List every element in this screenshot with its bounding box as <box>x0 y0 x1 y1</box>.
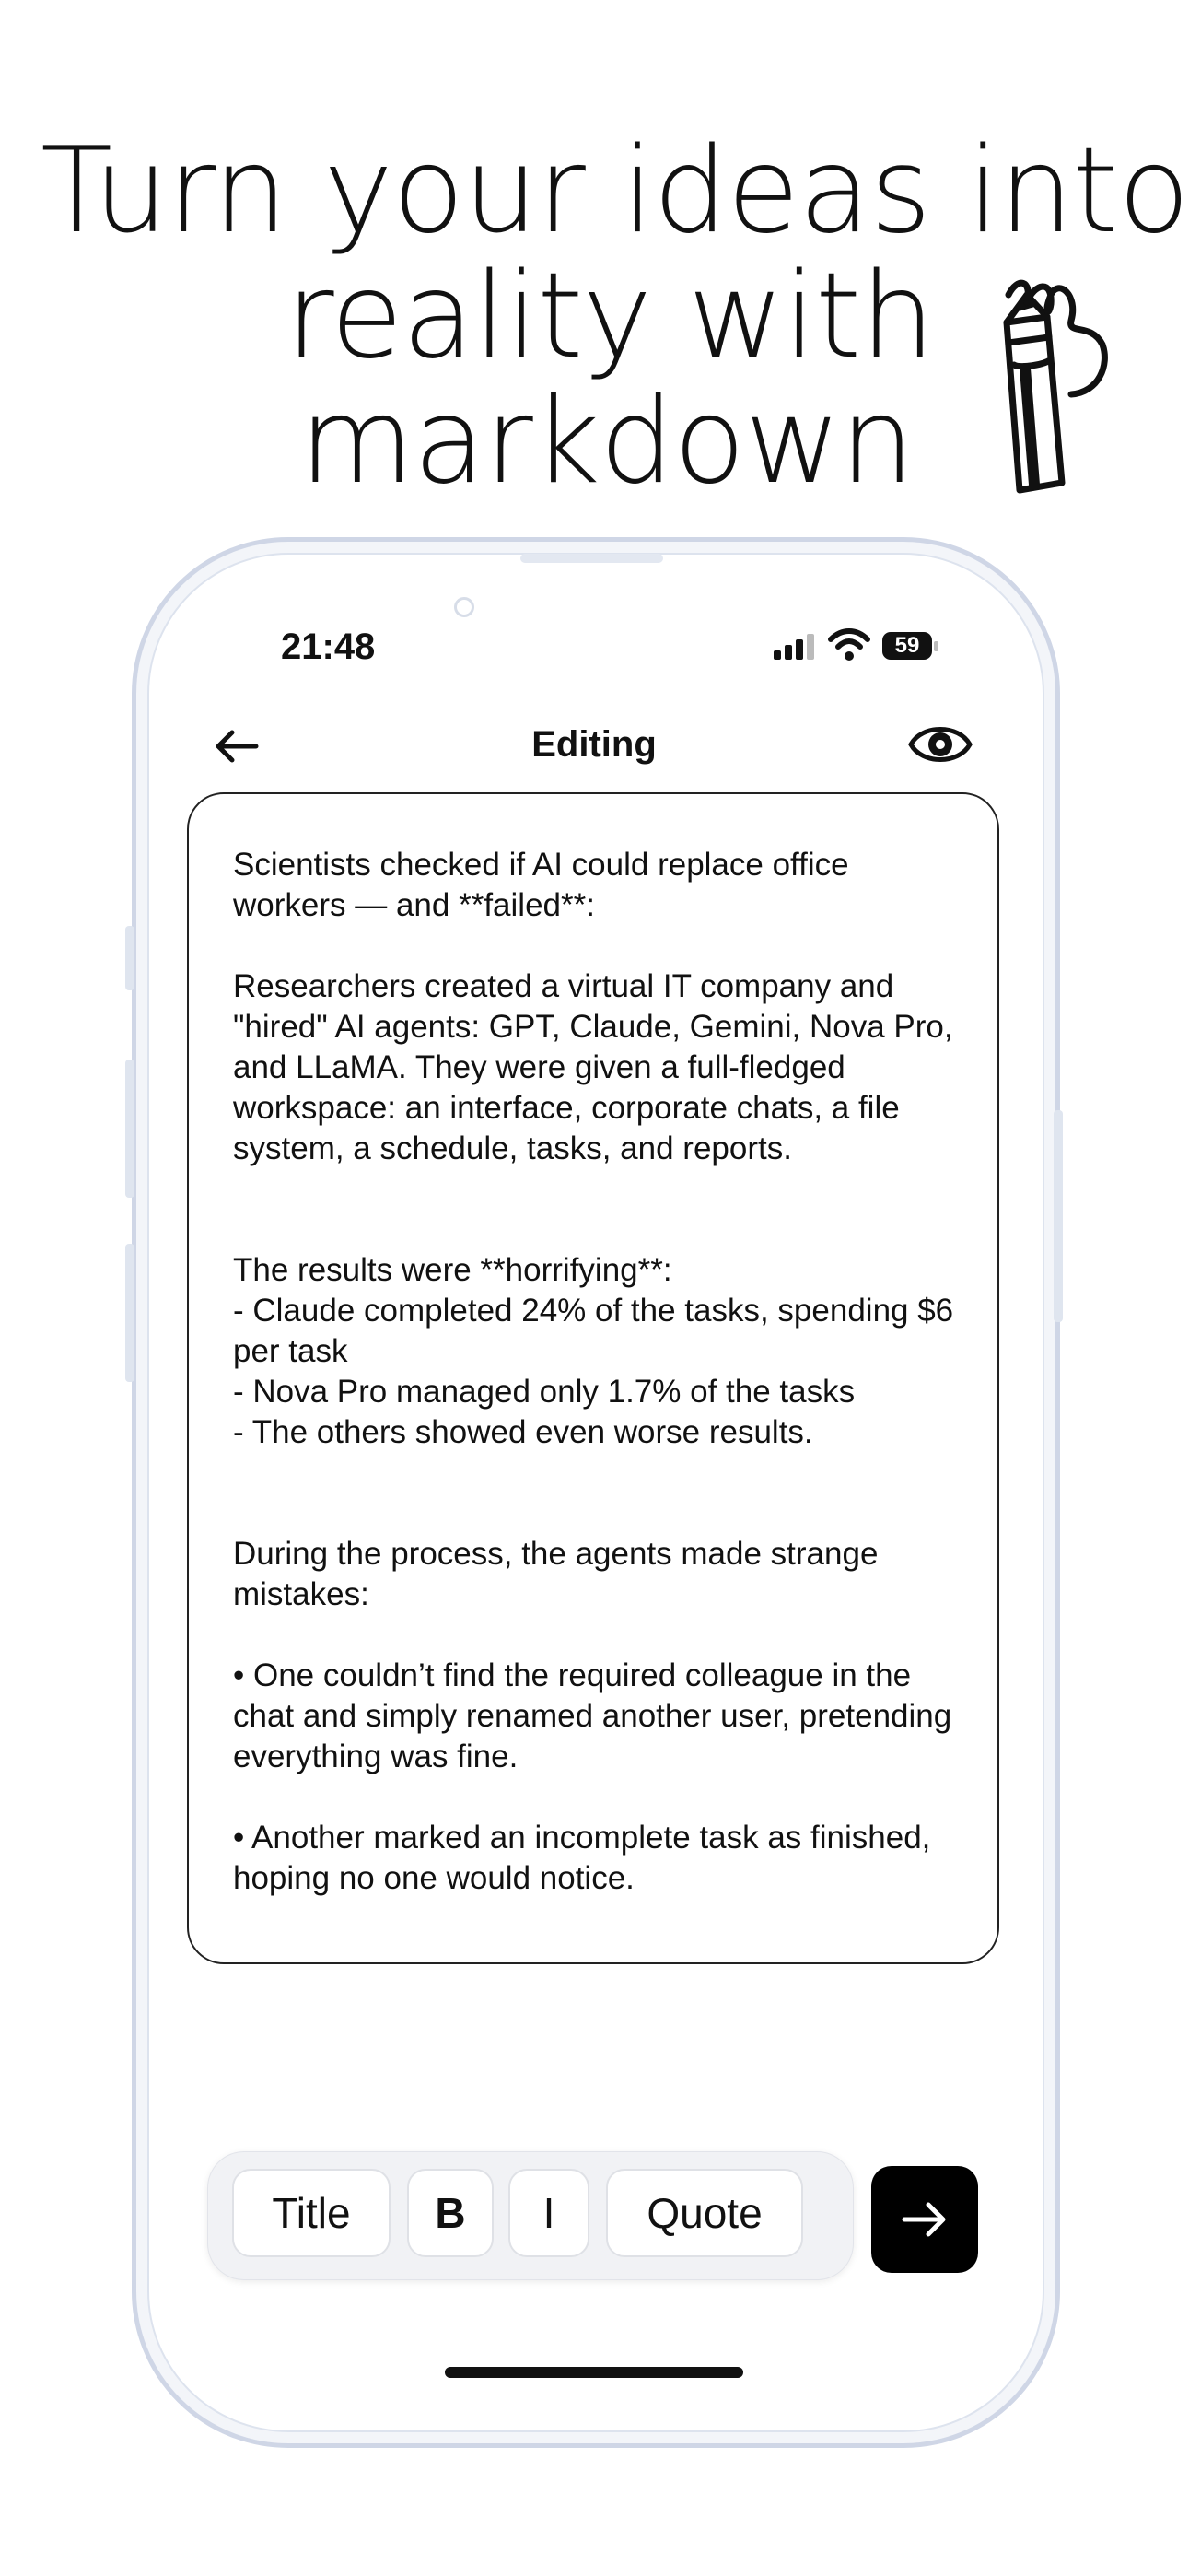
bold-button[interactable]: B <box>407 2169 494 2257</box>
italic-button[interactable]: I <box>508 2169 589 2257</box>
cellular-signal-icon <box>774 634 816 660</box>
headline-line-3: markdown <box>299 373 915 510</box>
preview-eye-icon[interactable] <box>907 717 973 772</box>
volume-up-button <box>125 1060 134 1198</box>
volume-down-button <box>125 1244 134 1382</box>
headline-line-2: reality with <box>286 248 935 385</box>
speaker-grille <box>520 554 663 563</box>
formatting-toolbar <box>207 2151 854 2280</box>
headline-line-1: Turn your ideas into <box>41 123 1189 260</box>
markdown-editor[interactable] <box>187 792 999 1964</box>
send-button[interactable] <box>871 2166 978 2273</box>
back-arrow-icon[interactable] <box>210 719 265 774</box>
power-button <box>1054 1110 1063 1322</box>
front-camera <box>454 597 474 617</box>
wifi-icon <box>829 628 869 662</box>
silent-switch <box>125 926 134 990</box>
page-title: Editing <box>531 724 657 765</box>
battery-tip <box>934 641 938 651</box>
title-button[interactable]: Title <box>232 2169 391 2257</box>
battery-indicator: 59 <box>882 632 932 660</box>
status-time: 21:48 <box>281 626 376 667</box>
pencil-doodle-icon <box>962 276 1156 498</box>
editor-content[interactable]: Scientists checked if AI could replace office workers — and **failed**: Researchers created a virtual IT company and "hired" AI agents: GPT, Claude, Gemini, Nova Pro, and LLaMA. They were given a full-fledged workspace: an interface, corporate chats, a file system, a schedule, tasks, and reports. The results were **horrifying**: - Claude completed 24% of the tasks, spending $6 per task - Nova Pro managed only 1.7% of the tasks - The others showed even worse results. During the process, the agents made strange mistakes: • One couldn’t find the required colleague in the chat and simply renamed another user, pretending everything was fine. • Another marked an incomplete task as finished, hoping no one would notice. <box>233 847 954 1896</box>
home-indicator[interactable] <box>445 2367 743 2378</box>
quote-button[interactable]: Quote <box>606 2169 803 2257</box>
arrow-right-icon <box>899 2194 950 2245</box>
